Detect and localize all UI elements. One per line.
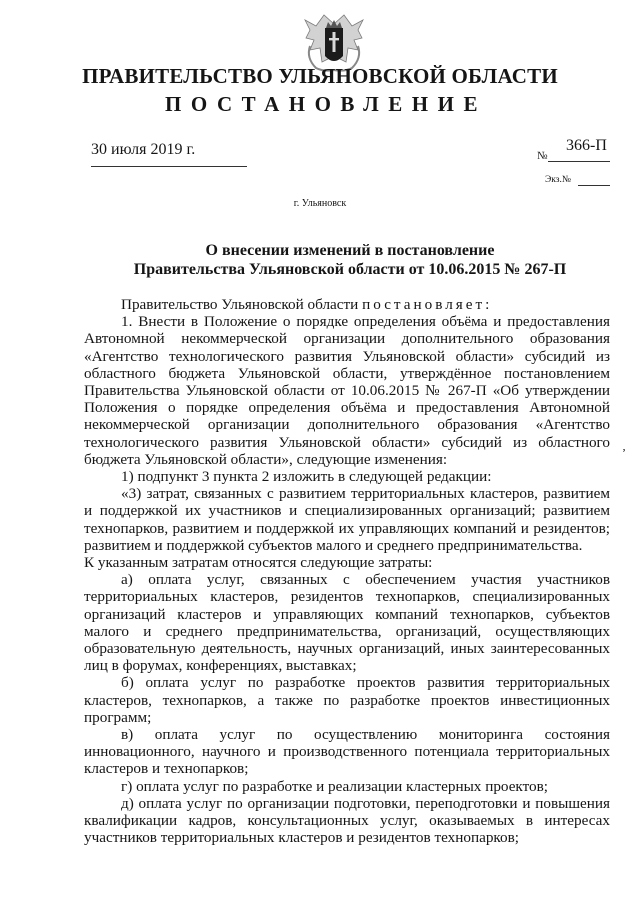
copy-number-label: Экз.№ — [545, 175, 571, 185]
paragraph-subitem-1: 1) подпункт 3 пункта 2 изложить в следующей редакции: — [121, 468, 492, 486]
decree-date: 30 июля 2019 г. — [91, 141, 196, 158]
paragraph-a: а) оплата услуг, связанных с обеспечением участия участников территориальных кластеров, резидентов технопарков, специализированных организаций кластеров и управляющих компаний технопарков, субъектов малого и среднего предпринимательства, организаций, осуществляющих образовательную деятельность, научных организаций, иных заинтересованных лиц в форумах, конференциях, выставках; — [84, 571, 610, 675]
intro-verb: постановляет: — [362, 296, 493, 313]
decree-subject — [100, 241, 600, 279]
paragraph-d: д) оплата услуг по организации подготовки, переподготовки и повышения квалификации кадров, консультационных услуг, оказываемых в интересах участников территориальных кластеров и резидентов технопарков; — [84, 794, 610, 847]
number-label: № — [537, 150, 548, 162]
decree-number: 366-П — [566, 137, 607, 154]
paragraph-v: в) оплата услуг по осуществлению мониторинга состояния инновационного, научного и производственного потенциала территориальных кластеров и технопарков; — [84, 726, 610, 778]
subject-line-1: О внесении изменений в постановление — [205, 242, 495, 259]
margin-mark: ʼ — [622, 446, 626, 460]
government-title: ПРАВИТЕЛЬСТВО УЛЬЯНОВСКОЙ ОБЛАСТИ — [82, 64, 558, 88]
number-underline — [548, 161, 610, 162]
paragraph-1: 1. Внести в Положение о порядке определения объёма и предоставления Автономной некоммерческой организации дополнительного образования «Агентство технологического развития Ульяновской области» субсидий из областного бюджета Ульяновской области, утверждённое постановлением Правительства Ульяновской области от 10.06.2015 № 267-П «Об утверждении Положения о порядке определения объёма и предоставления Автономной некоммерческой организации дополнительного образования «Агентство технологического развития Ульяновской области» субсидий из областного бюджета Ульяновской области», следующие изменения: — [84, 313, 610, 468]
copy-number-underline — [578, 185, 610, 186]
subject-line-2: Правительства Ульяновской области от 10.06.2015 № 267-П — [133, 261, 567, 278]
decree-body — [84, 296, 610, 847]
intro-paragraph — [84, 296, 610, 313]
paragraph-costs-intro: К указанным затратам относятся следующие затраты: — [84, 554, 433, 572]
city-name: г. Ульяновск — [293, 198, 347, 209]
date-underline — [91, 166, 247, 167]
paragraph-b: б) оплата услуг по разработке проектов развития территориальных кластеров, технопарков, а также по разработке проектов инвестиционных программ; — [84, 674, 610, 726]
paragraph-item-3: «3) затрат, связанных с развитием территориальных кластеров, развитием и поддержкой их участников и специализированных организаций; развитием технопарков, развитием и поддержкой их управляющих компаний и резидентов; развитием и поддержкой субъектов малого и среднего предпринимательства. — [84, 485, 610, 554]
document-type-title: ПОСТАНОВЛЕНИЕ — [165, 92, 487, 116]
paragraph-g: г) оплата услуг по разработке и реализации кластерных проектов; — [121, 777, 549, 795]
intro-subject: Правительство Ульяновской области — [121, 296, 359, 313]
